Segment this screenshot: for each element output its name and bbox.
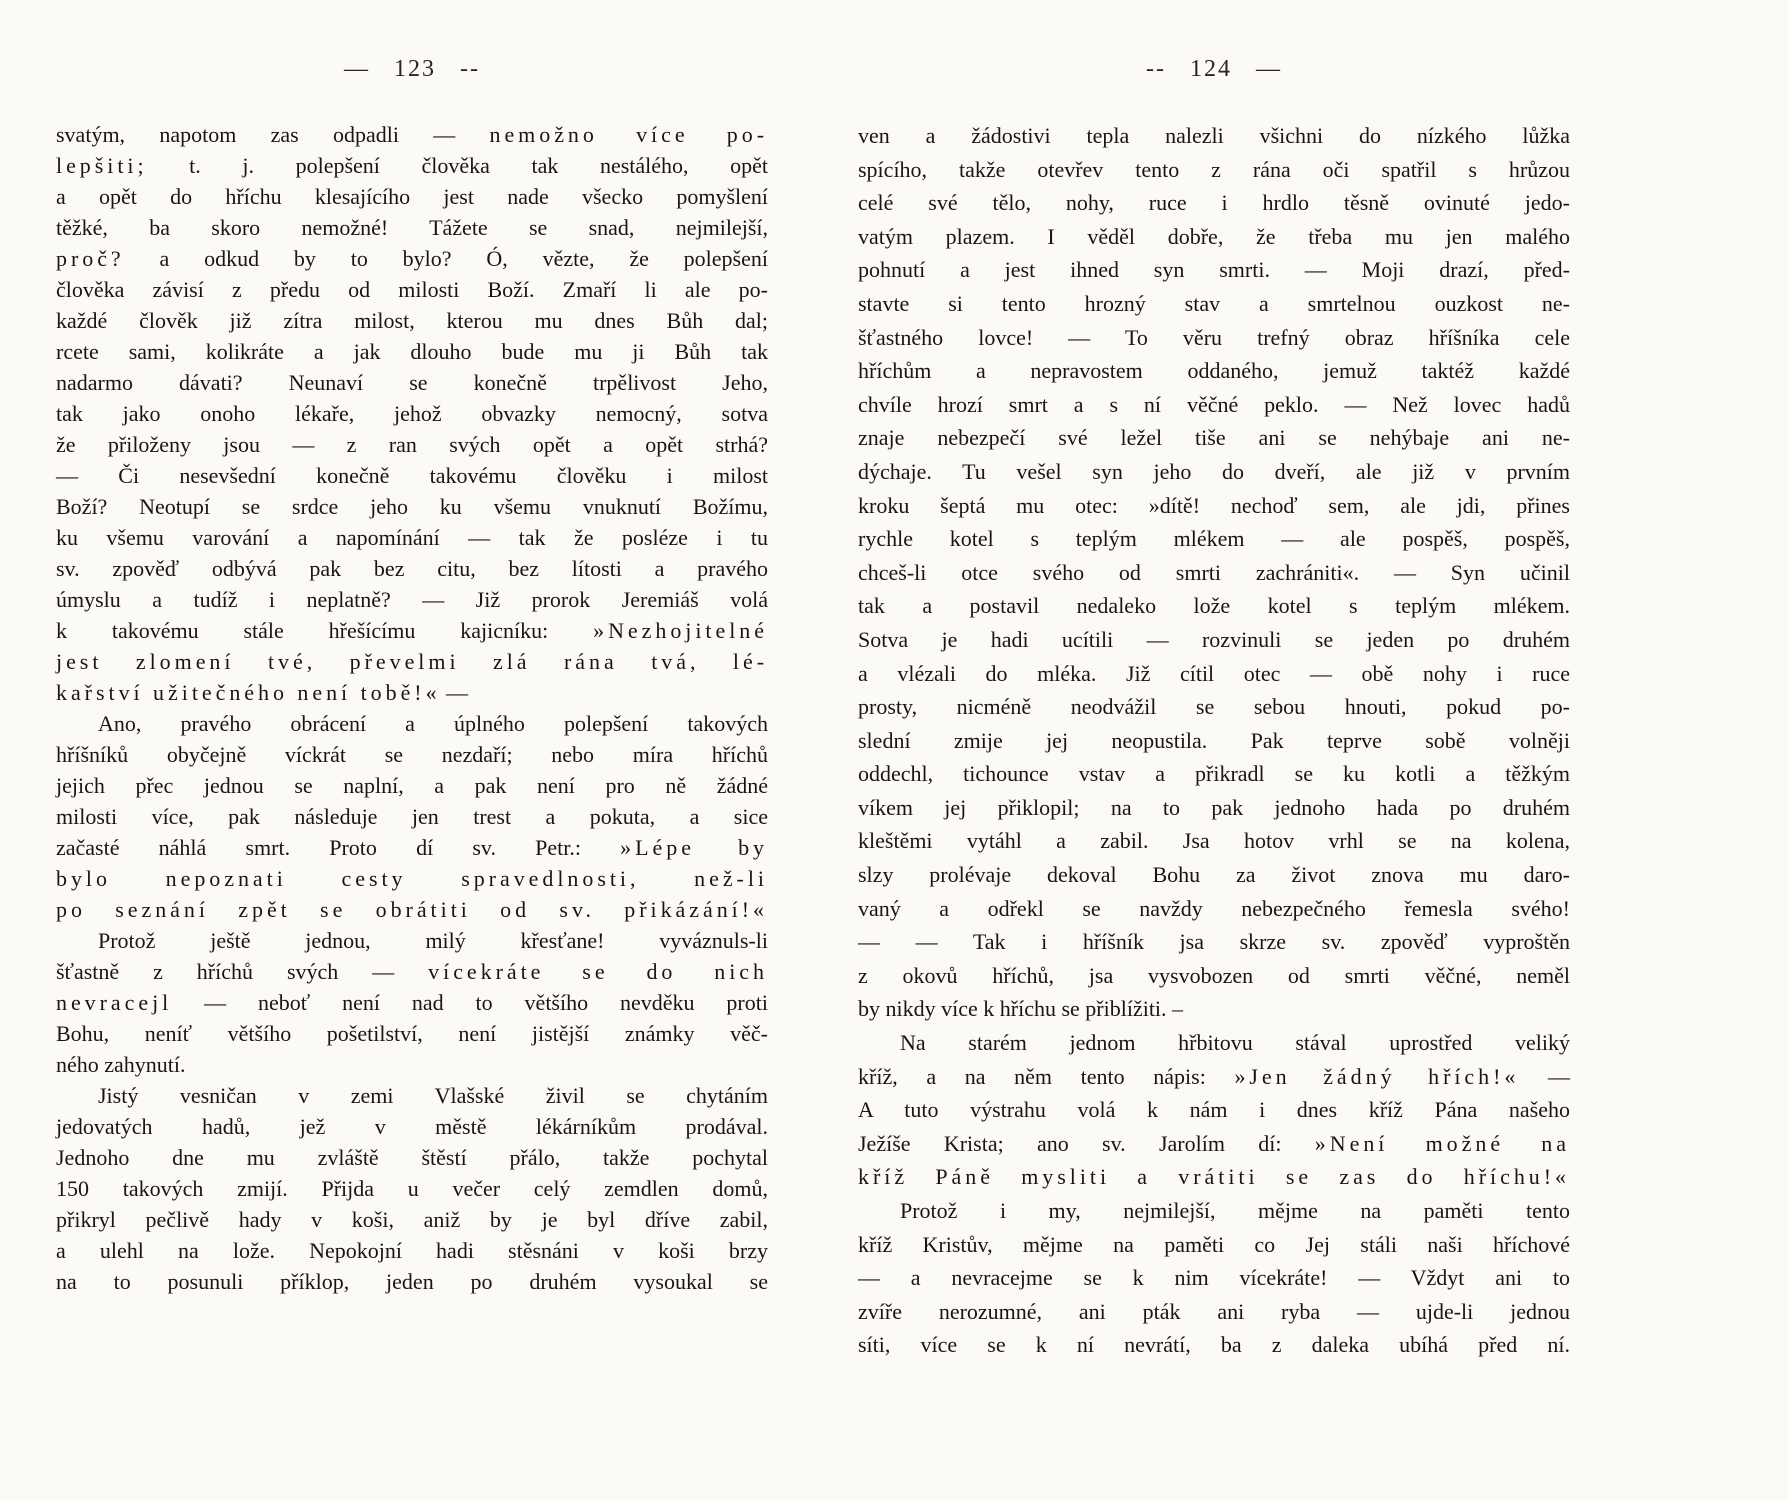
emphasized-text: nevracejl [56, 990, 173, 1015]
body-text: slední zmije jej neopustila. Pak teprve sobě volněji [858, 727, 1570, 753]
body-text: pohnutí a jest ihned syn smrti. — Moji drazí, před- [858, 257, 1570, 283]
text-line [858, 757, 1570, 791]
emphasized-text: proč? [56, 246, 125, 271]
text-line [56, 1049, 768, 1080]
body-text: hříchům a nepravostem oddaného, jemuž taktéž každé [858, 358, 1570, 384]
text-line [56, 243, 768, 274]
text-line [858, 589, 1570, 623]
body-text: — a nevracejme se k nim vícekráte! — Vždyt ani to [858, 1265, 1570, 1291]
body-text: šťastně z hříchů svých — [56, 959, 429, 984]
text-line [56, 212, 768, 243]
text-line [56, 1266, 768, 1297]
body-text: síti, více se k ní nevrátí, ba z daleka ubíhá před ní. [858, 1332, 1570, 1358]
text-line [858, 724, 1570, 758]
body-text: — [1519, 1063, 1571, 1089]
page-number: — 123 -- [344, 56, 480, 82]
body-text: kříž Kristův, mějme na paměti co Jej stáli naši hříchové [858, 1231, 1570, 1257]
body-text: ného zahynutí. [56, 1052, 186, 1077]
body-text: znaje nebezpečí své ležel tiše ani se nehýbaje ani ne- [858, 425, 1570, 451]
body-text: sv. zpověď odbývá pak bez citu, bez lítosti a pravého [56, 556, 768, 581]
text-line [56, 150, 768, 181]
emphasized-text: po seznání zpět se obrátiti od sv. přikázání!« [56, 897, 768, 922]
text-line [858, 119, 1570, 153]
text-line [56, 615, 768, 646]
text-line [858, 220, 1570, 254]
text-line [858, 522, 1570, 556]
body-text: — Či nesevšední konečně takovému člověku i milost [56, 463, 768, 488]
text-line [858, 623, 1570, 657]
body-text: Ano, pravého obrácení a úplného polepšení takových [98, 711, 768, 736]
emphasized-text: »Jen žádný hřích!« [1234, 1063, 1520, 1089]
text-line [858, 1295, 1570, 1329]
text-line [56, 1235, 768, 1266]
text-line [56, 1204, 768, 1235]
page-124 [858, 56, 1570, 1362]
text-line [56, 1173, 768, 1204]
text-line [56, 336, 768, 367]
text-line [56, 584, 768, 615]
text-line [56, 522, 768, 553]
text-line [858, 321, 1570, 355]
body-text: prosty, nicméně neodvážil se sebou hnouti, pokud po- [858, 694, 1570, 720]
body-text: víkem jej přiklopil; na to pak jednoho hada po druhém [858, 794, 1570, 820]
text-line [56, 398, 768, 429]
text-line [56, 119, 768, 150]
body-text: — neboť není nad to většího nevděku proti [172, 990, 768, 1015]
body-text: dýchaje. Tu vešel syn jeho do dveří, ale již v prvním [858, 458, 1570, 484]
emphasized-text: jest zlomení tvé, převelmi zlá rána tvá, lé- [56, 649, 768, 674]
text-line [858, 925, 1570, 959]
text-line [858, 388, 1570, 422]
text-line [56, 770, 768, 801]
text-line [858, 824, 1570, 858]
body-text: vaný a odřekl se navždy nebezpečného řemesla svého! [858, 895, 1570, 921]
text-line [858, 959, 1570, 993]
body-text: na to posunuli příklop, jeden po druhém vysoukal se [56, 1269, 768, 1294]
body-text: svatým, napotom zas odpadli — [56, 122, 490, 147]
body-text: chvíle hrozí smrt a s ní věčné peklo. — Než lovec hadů [858, 391, 1570, 417]
body-text: 150 takových zmijí. Přijda u večer celý zemdlen domů, [56, 1176, 768, 1201]
body-text: Boží? Neotupí se srdce jeho ku všemu vnuknutí Božímu, [56, 494, 768, 519]
text-line [56, 491, 768, 522]
text-line [56, 925, 768, 956]
emphasized-text: nemožno více po- [489, 122, 768, 147]
body-text: těžké, ba skoro nemožné! Tážete se snad, nejmilejší, [56, 215, 768, 240]
emphasized-text: vícekráte se do nich [428, 959, 768, 984]
text-line [56, 1080, 768, 1111]
text-line [56, 553, 768, 584]
body-text: a opět do hříchu klesajícího jest nade všecko pomyšlení [56, 184, 768, 209]
text-line [858, 1228, 1570, 1262]
body-text: přikryl pečlivě hady v koši, aniž by je byl dříve zabil, [56, 1207, 768, 1232]
text-line [56, 956, 768, 987]
text-line [858, 1127, 1570, 1161]
text-line [858, 892, 1570, 926]
text-line [858, 992, 1570, 1026]
text-line [858, 186, 1570, 220]
text-line [858, 421, 1570, 455]
page-body [858, 119, 1570, 1362]
body-text: a vlézali do mléka. Již cítil otec — obě nohy i ruce [858, 660, 1570, 686]
emphasized-text: »Není možné na [1314, 1130, 1570, 1156]
body-text: kříž, a na něm tento nápis: [858, 1063, 1235, 1089]
text-line [858, 287, 1570, 321]
body-text: rcete sami, kolikráte a jak dlouho bude mu ji Bůh tak [56, 339, 768, 364]
body-text: tak a postavil nedaleko lože kotel s teplým mlékem. [858, 593, 1570, 619]
text-line [56, 708, 768, 739]
body-text: hříšníků obyčejně víckrát se nezdaří; nebo míra hříchů [56, 742, 768, 767]
body-text: šťastného lovce! — To věru trefný obraz hříšníka cele [858, 324, 1570, 350]
text-line [56, 181, 768, 212]
text-line [56, 894, 768, 925]
page-body [56, 119, 768, 1297]
body-text: — — Tak i hříšník jsa skrze sv. zpověď vyproštěn [858, 929, 1570, 955]
text-line [858, 791, 1570, 825]
body-text: kroku šeptá mu otec: »dítě! nechoď sem, ale jdi, přines [858, 492, 1570, 518]
body-text: ku všemu varování a napomínání — tak že posléze i tu [56, 525, 768, 550]
body-text: a ulehl na lože. Nepokojní hadi stěsnáni v koši brzy [56, 1238, 768, 1263]
text-line [56, 801, 768, 832]
body-text: člověka závisí z předu od milosti Boží. Zmaří li ale po- [56, 277, 768, 302]
emphasized-text: »Lépe by [620, 835, 768, 860]
body-text: ven a žádostivi tepla nalezli všichni do nízkého lůžka [858, 123, 1570, 148]
emphasized-text: lepšiti; [56, 153, 148, 178]
body-text: začasté náhlá smrt. Proto dí sv. Petr.: [56, 835, 621, 860]
text-line [56, 274, 768, 305]
body-text: celé své tělo, nohy, ruce i hrdlo těsně ovinuté jedo- [858, 190, 1570, 216]
body-text: by nikdy více k hříchu se přiblížiti. – [858, 996, 1184, 1022]
emphasized-text: »Nezhojitelné [593, 618, 768, 643]
text-line [56, 1111, 768, 1142]
body-text: Bohu, neníť většího pošetilství, není jistější známky věč- [56, 1021, 768, 1046]
text-line [56, 863, 768, 894]
text-line [858, 556, 1570, 590]
body-text: zvíře nerozumné, ani pták ani ryba — ujde-li jednou [858, 1298, 1570, 1324]
body-text: každé člověk již zítra milost, kterou mu dnes Bůh dal; [56, 308, 768, 333]
text-line [858, 253, 1570, 287]
text-line [56, 832, 768, 863]
text-line [56, 367, 768, 398]
text-line [56, 305, 768, 336]
body-text: jejich přec jednou se naplní, a pak není pro ně žádné [56, 773, 768, 798]
page-number: -- 124 — [1146, 56, 1282, 82]
body-text: tak jako onoho lékaře, jehož obvazky nemocný, sotva [56, 401, 768, 426]
text-line [56, 739, 768, 770]
text-line [858, 690, 1570, 724]
text-line [56, 987, 768, 1018]
body-text: Sotva je hadi ucítili — rozvinuli se jeden po druhém [858, 626, 1570, 652]
text-line [858, 1261, 1570, 1295]
text-line [858, 1060, 1570, 1094]
page-123 [56, 56, 768, 1297]
body-text: že přiloženy jsou — z ran svých opět a opět strhá? [56, 432, 768, 457]
text-line [858, 858, 1570, 892]
body-text: k takovému stále hřešícímu kajicníku: [56, 618, 594, 643]
text-line [858, 489, 1570, 523]
body-text: milosti více, pak následuje jen trest a pokuta, a sice [56, 804, 768, 829]
text-line [858, 1160, 1570, 1194]
body-text: oddechl, tichounce vstav a přikradl se ku kotli a těžkým [858, 761, 1570, 787]
body-text: chceš-li otce svého od smrti zachrániti«. — Syn učinil [858, 559, 1570, 585]
body-text: t. j. polepšení člověka tak nestálého, opět [147, 153, 768, 178]
text-line [858, 657, 1570, 691]
body-text: rychle kotel s teplým mlékem — ale pospěš, pospěš, [858, 526, 1570, 552]
text-line [858, 1026, 1570, 1060]
text-line [858, 1328, 1570, 1362]
text-line [858, 1093, 1570, 1127]
body-text: vatým plazem. I věděl dobře, že třeba mu jen malého [858, 223, 1570, 249]
text-line [56, 1018, 768, 1049]
body-text: — [440, 680, 469, 705]
body-text: Jednoho dne mu zvláště štěstí přálo, takže pochytal [56, 1145, 768, 1170]
text-line [56, 677, 768, 708]
body-text: úmyslu a tudíž i neplatně? — Již prorok Jeremiáš volá [56, 587, 768, 612]
body-text: Na starém jednom hřbitovu stával uprostřed veliký [900, 1030, 1570, 1056]
body-text: z okovů hříchů, jsa vysvobozen od smrti věčné, neměl [858, 962, 1570, 988]
body-text: Ježíše Krista; ano sv. Jarolím dí: [858, 1130, 1315, 1156]
body-text: slzy prolévaje dekoval Bohu za život znova mu daro- [858, 862, 1570, 888]
body-text: Protož ještě jednou, milý křesťane! vyváznuls-li [98, 928, 768, 953]
emphasized-text: bylo nepoznati cesty spravedlnosti, než-li [56, 866, 768, 891]
text-line [858, 1194, 1570, 1228]
body-text: Protož i my, nejmilejší, mějme na paměti tento [900, 1198, 1570, 1223]
text-line [858, 354, 1570, 388]
body-text: stavte si tento hrozný stav a smrtelnou ouzkost ne- [858, 290, 1570, 316]
body-text: A tuto výstrahu volá k nám i dnes kříž Pána našeho [858, 1097, 1570, 1123]
text-line [858, 455, 1570, 489]
body-text: nadarmo dávati? Neunaví se konečně trpělivost Jeho, [56, 370, 768, 395]
emphasized-text: kříž Páně mysliti a vrátiti se zas do hříchu!« [858, 1164, 1570, 1190]
text-line [56, 429, 768, 460]
body-text: a odkud by to bylo? Ó, vězte, že polepšení [124, 246, 768, 271]
body-text: Jistý vesničan v zemi Vlašské živil se chytáním [98, 1083, 768, 1108]
text-line [858, 153, 1570, 187]
body-text: jedovatých hadů, jež v městě lékárníkům prodával. [56, 1114, 768, 1139]
emphasized-text: kařství užitečného není tobě!« [56, 680, 441, 705]
text-line [56, 1142, 768, 1173]
body-text: spícího, takže otevřev tento z rána oči spatřil s hrůzou [858, 156, 1570, 182]
body-text: kleštěmi vytáhl a zabil. Jsa hotov vrhl se na kolena, [858, 828, 1570, 854]
text-line [56, 460, 768, 491]
text-line [56, 646, 768, 677]
